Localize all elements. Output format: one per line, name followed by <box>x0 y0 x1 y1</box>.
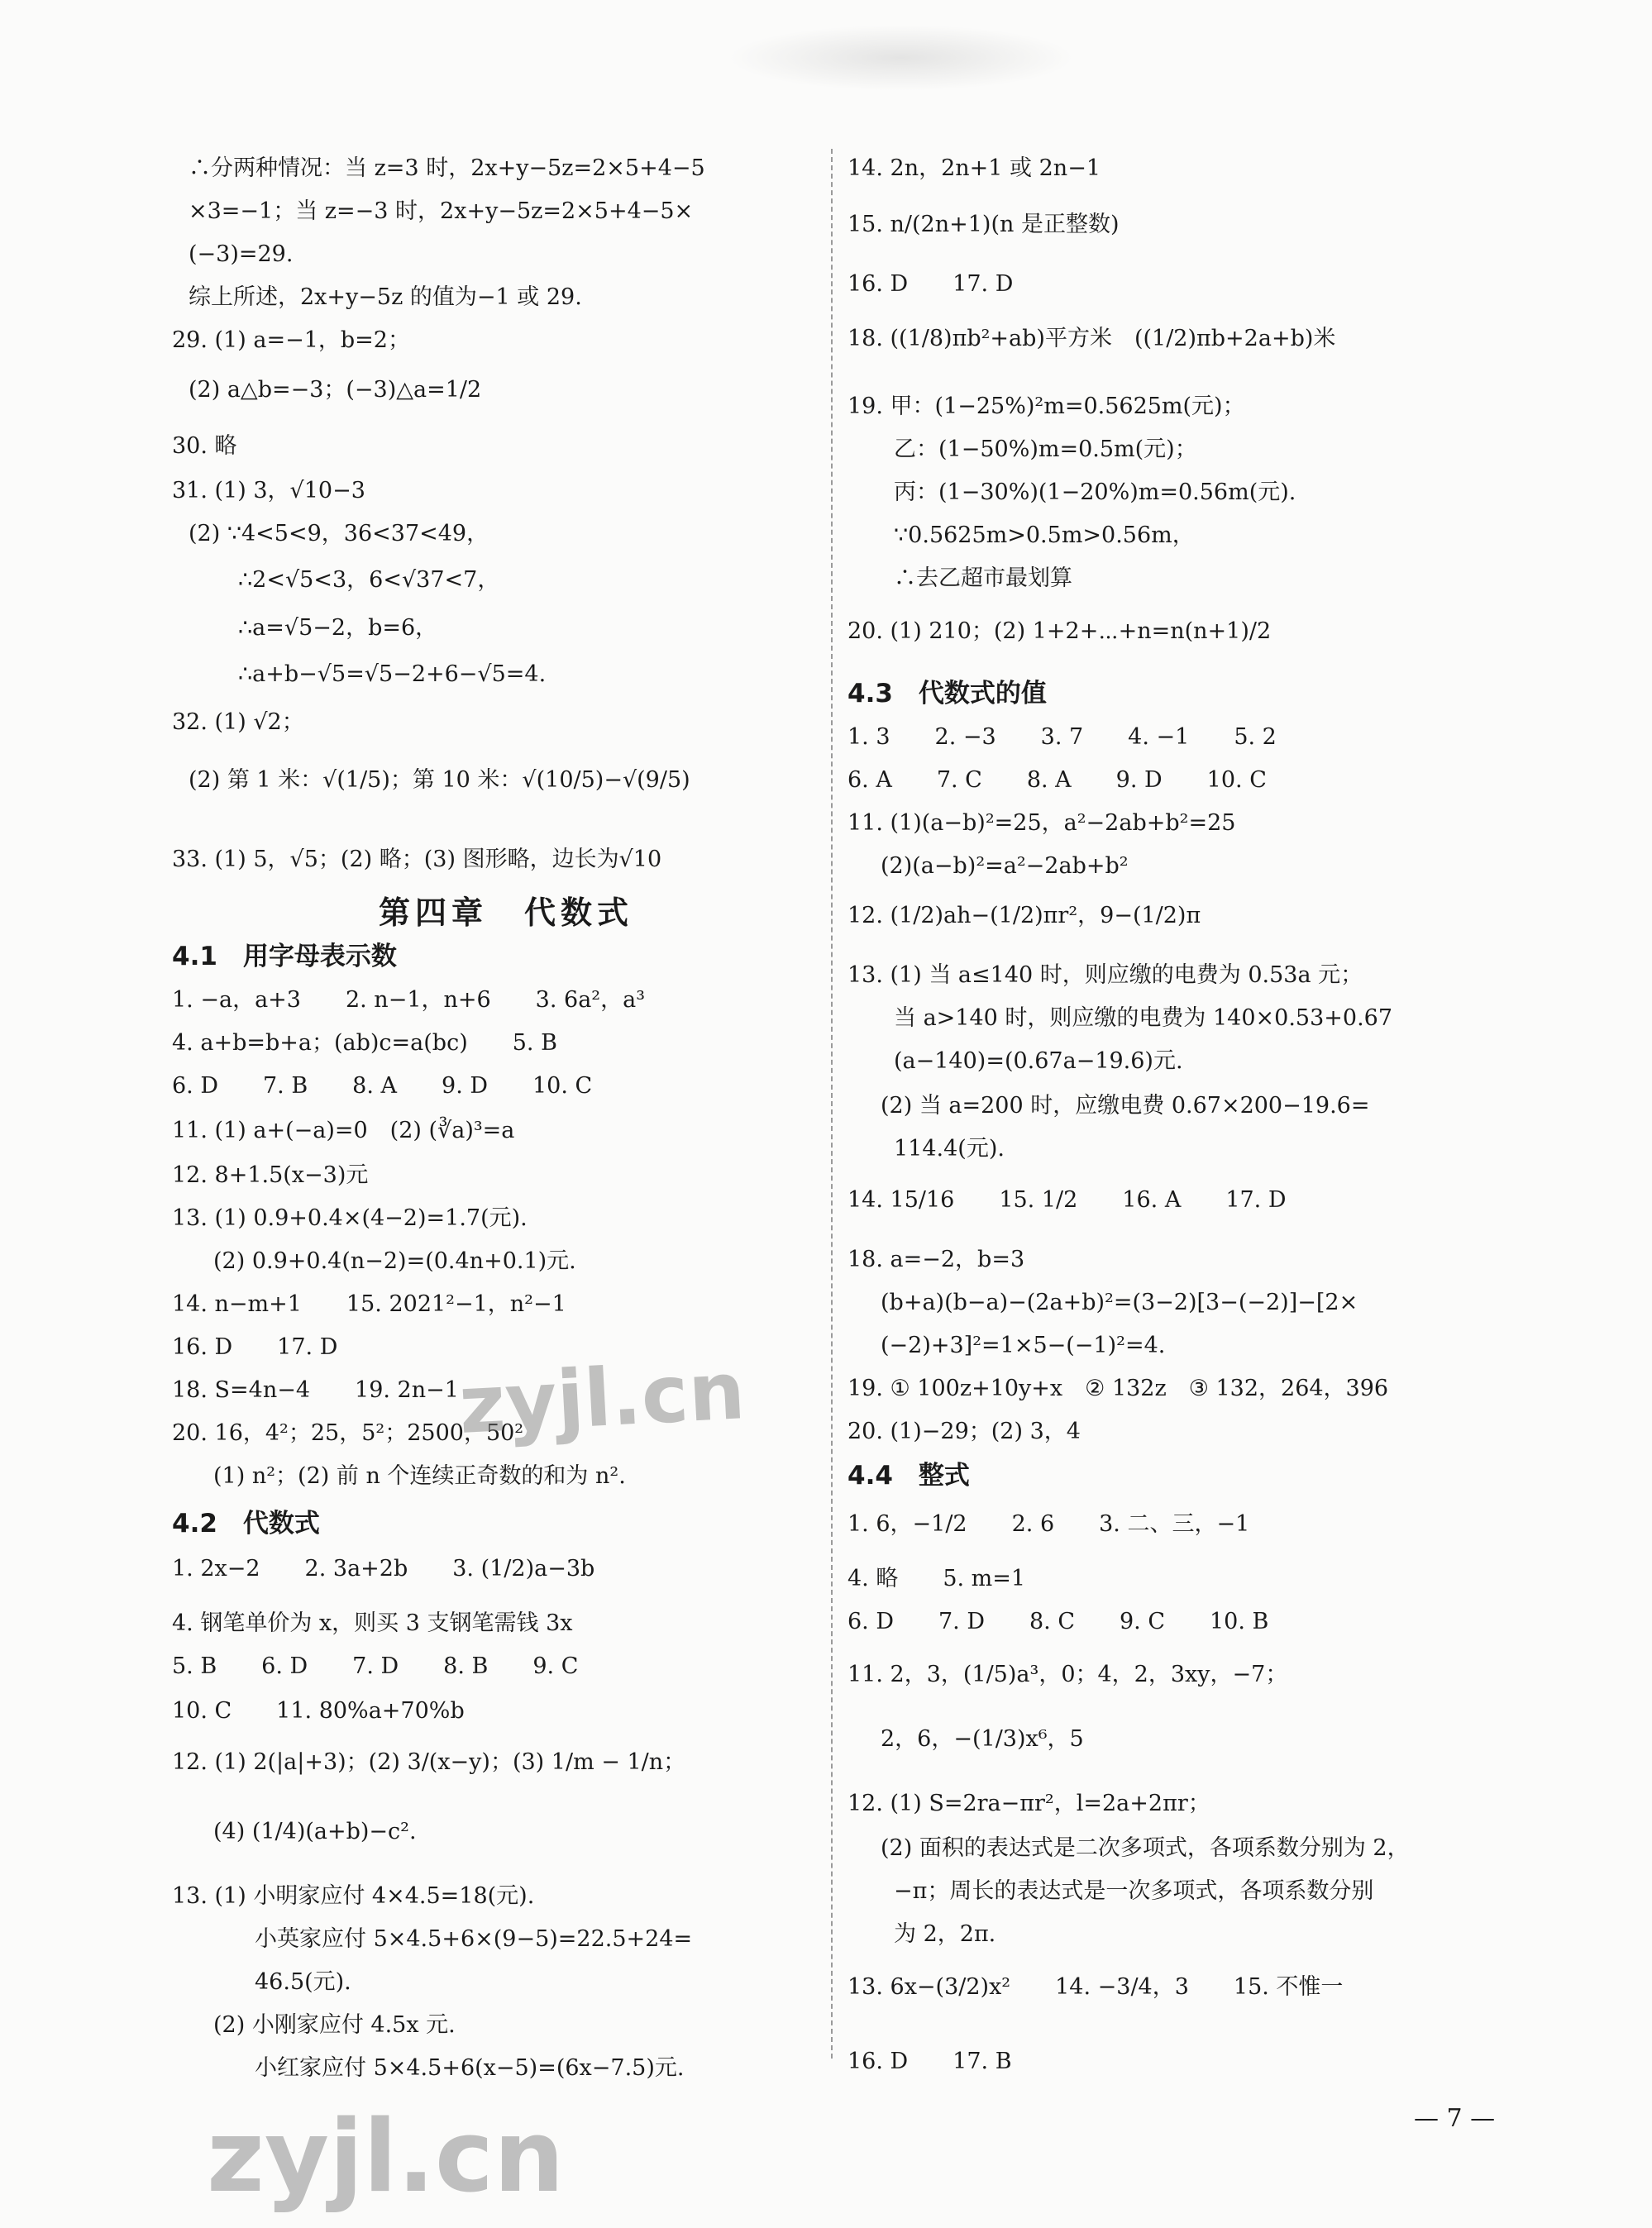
answer-line: ∴a+b−√5=√5−2+6−√5=4. <box>238 661 547 687</box>
answer-line: 16. D 17. D <box>172 1334 338 1360</box>
answer-line: (−2)+3]²=1×5−(−1)²=4. <box>881 1333 1166 1358</box>
answer-line: 11. (1)(a−b)²=25，a²−2ab+b²=25 <box>847 810 1236 836</box>
answer-line: 13. (1) 小明家应付 4×4.5=18(元). <box>172 1883 535 1909</box>
chapter-heading: 第四章 代数式 <box>379 895 634 931</box>
answer-line: 小红家应付 5×4.5+6(x−5)=(6x−7.5)元. <box>255 2055 685 2081</box>
answer-line: 4. 钢笔单价为 x，则买 3 支钢笔需钱 3x <box>172 1610 573 1636</box>
answer-line: ∵0.5625m>0.5m>0.56m， <box>894 522 1195 548</box>
answer-line: ×3=−1；当 z=−3 时，2x+y−5z=2×5+4−5× <box>189 198 694 224</box>
answer-line: 1. 6，−1/2 2. 6 3. 二、三，−1 <box>847 1511 1250 1537</box>
answer-line: 14. 2n，2n+1 或 2n−1 <box>847 155 1101 181</box>
answer-line: 16. D 17. B <box>847 2049 1012 2074</box>
watermark: zyjl.cn <box>456 1344 747 1452</box>
answer-line: 11. 2，3，(1/5)a³，0；4，2，3xy，−7； <box>847 1662 1288 1687</box>
answer-line: 1. −a，a+3 2. n−1，n+6 3. 6a²，a³ <box>172 987 646 1013</box>
answer-line: 31. (1) 3，√10−3 <box>172 478 365 503</box>
answer-line: 14. n−m+1 15. 2021²−1，n²−1 <box>172 1291 566 1317</box>
answer-line: 114.4(元). <box>894 1136 1005 1162</box>
answer-line: 13. (1) 当 a≤140 时，则应缴的电费为 0.53a 元； <box>847 962 1363 988</box>
answer-line: ∴2<√5<3，6<√37<7， <box>238 567 500 593</box>
answer-line: (2) 面积的表达式是二次多项式，各项系数分别为 2， <box>881 1835 1410 1861</box>
answer-line: 20. 16，4²；25，5²；2500，50² <box>172 1420 524 1446</box>
answer-line: 32. (1) √2； <box>172 709 304 735</box>
answer-line: 14. 15/16 15. 1/2 16. A 17. D <box>847 1187 1287 1213</box>
answer-line: (2) ∵4<5<9，36<37<49， <box>189 521 489 546</box>
answer-line: 46.5(元). <box>255 1969 351 1995</box>
answer-line: 13. (1) 0.9+0.4×(4−2)=1.7(元). <box>172 1205 528 1231</box>
answer-line: 12. (1/2)ah−(1/2)πr²，9−(1/2)π <box>847 903 1201 928</box>
section-heading: 4.4 整式 <box>847 1461 970 1491</box>
answer-line: 18. S=4n−4 19. 2n−1 <box>172 1377 459 1403</box>
answer-line: −π；周长的表达式是一次多项式，各项系数分别 <box>894 1878 1374 1904</box>
answer-line: 12. 8+1.5(x−3)元 <box>172 1162 369 1188</box>
answer-line: (2) 第 1 米：√(1/5)；第 10 米：√(10/5)−√(9/5) <box>189 767 690 793</box>
answer-line: 当 a>140 时，则应缴的电费为 140×0.53+0.67 <box>894 1005 1393 1031</box>
answer-line: 为 2，2π. <box>894 1921 996 1947</box>
answer-line: 12. (1) 2(|a|+3)；(2) 3/(x−y)；(3) 1/m − 1/n； <box>172 1749 686 1775</box>
answer-line: 丙：(1−30%)(1−20%)m=0.56m(元). <box>894 479 1296 505</box>
answer-line: 5. B 6. D 7. D 8. B 9. C <box>172 1653 579 1679</box>
answer-line: 综上所述，2x+y−5z 的值为−1 或 29. <box>189 284 582 310</box>
answer-line: (−3)=29. <box>189 241 294 267</box>
answer-line: 6. D 7. B 8. A 9. D 10. C <box>172 1073 593 1099</box>
answer-line: (2) a△b=−3；(−3)△a=1/2 <box>189 377 482 403</box>
answer-line: (1) n²；(2) 前 n 个连续正奇数的和为 n². <box>213 1463 626 1489</box>
answer-line: 18. a=−2，b=3 <box>847 1247 1025 1272</box>
answer-line: 6. A 7. C 8. A 9. D 10. C <box>847 767 1267 793</box>
answer-line: 12. (1) S=2ra−πr²，l=2a+2πr； <box>847 1791 1210 1816</box>
answer-line: 10. C 11. 80%a+70%b <box>172 1698 465 1724</box>
column-divider <box>831 149 833 2059</box>
answer-line: (2) 小刚家应付 4.5x 元. <box>213 2012 456 2038</box>
answer-line: 20. (1) 210；(2) 1+2+⋯+n=n(n+1)/2 <box>847 618 1272 644</box>
answer-line: 4. a+b=b+a；(ab)c=a(bc) 5. B <box>172 1030 557 1056</box>
answer-line: 乙：(1−50%)m=0.5m(元)； <box>894 437 1197 462</box>
answer-line: (2)(a−b)²=a²−2ab+b² <box>881 853 1129 879</box>
answer-line: 13. 6x−(3/2)x² 14. −3/4，3 15. 不惟一 <box>847 1974 1344 2000</box>
answer-line: (a−140)=(0.67a−19.6)元. <box>894 1048 1183 1074</box>
answer-line: 11. (1) a+(−a)=0 (2) (∛a)³=a <box>172 1118 515 1143</box>
page-number: — 7 — <box>1414 2104 1496 2133</box>
answer-line: 1. 3 2. −3 3. 7 4. −1 5. 2 <box>847 724 1277 750</box>
answer-line: 20. (1)−29；(2) 3，4 <box>847 1419 1081 1444</box>
scan-smudge <box>728 25 1075 91</box>
answer-line: 6. D 7. D 8. C 9. C 10. B <box>847 1609 1269 1634</box>
answer-line: (b+a)(b−a)−(2a+b)²=(3−2)[3−(−2)]−[2× <box>881 1290 1358 1315</box>
answer-line: (2) 当 a=200 时，应缴电费 0.67×200−19.6= <box>881 1093 1370 1119</box>
watermark: zyjl.cn <box>207 2100 565 2215</box>
answer-line: (4) (1/4)(a+b)−c². <box>213 1819 417 1844</box>
answer-line: 29. (1) a=−1，b=2； <box>172 327 410 353</box>
section-heading: 4.3 代数式的值 <box>847 679 1047 708</box>
section-heading: 4.2 代数式 <box>172 1509 320 1539</box>
answer-line: 2，6，−(1/3)x⁶，5 <box>881 1726 1084 1752</box>
answer-line: 30. 略 <box>172 433 237 459</box>
answer-line: 16. D 17. D <box>847 271 1014 297</box>
answer-line: ∴分两种情况：当 z=3 时，2x+y−5z=2×5+4−5 <box>189 155 705 181</box>
answer-line: 4. 略 5. m=1 <box>847 1566 1026 1591</box>
answer-line: 18. ((1/8)πb²+ab)平方米 ((1/2)πb+2a+b)米 <box>847 326 1336 351</box>
answer-line: 小英家应付 5×4.5+6×(9−5)=22.5+24= <box>255 1926 693 1952</box>
answer-line: 19. 甲：(1−25%)²m=0.5625m(元)； <box>847 394 1245 419</box>
answer-line: (2) 0.9+0.4(n−2)=(0.4n+0.1)元. <box>213 1248 576 1274</box>
answer-line: 15. n/(2n+1)(n 是正整数) <box>847 212 1120 237</box>
answer-line: ∴a=√5−2，b=6， <box>238 615 438 641</box>
section-heading: 4.1 用字母表示数 <box>172 942 397 971</box>
answer-line: 19. ① 100z+10y+x ② 132z ③ 132，264，396 <box>847 1376 1389 1401</box>
answer-line: 1. 2x−2 2. 3a+2b 3. (1/2)a−3b <box>172 1556 595 1582</box>
answer-line: 33. (1) 5，√5；(2) 略；(3) 图形略，边长为√10 <box>172 847 662 872</box>
answer-line: ∴去乙超市最划算 <box>894 565 1072 591</box>
